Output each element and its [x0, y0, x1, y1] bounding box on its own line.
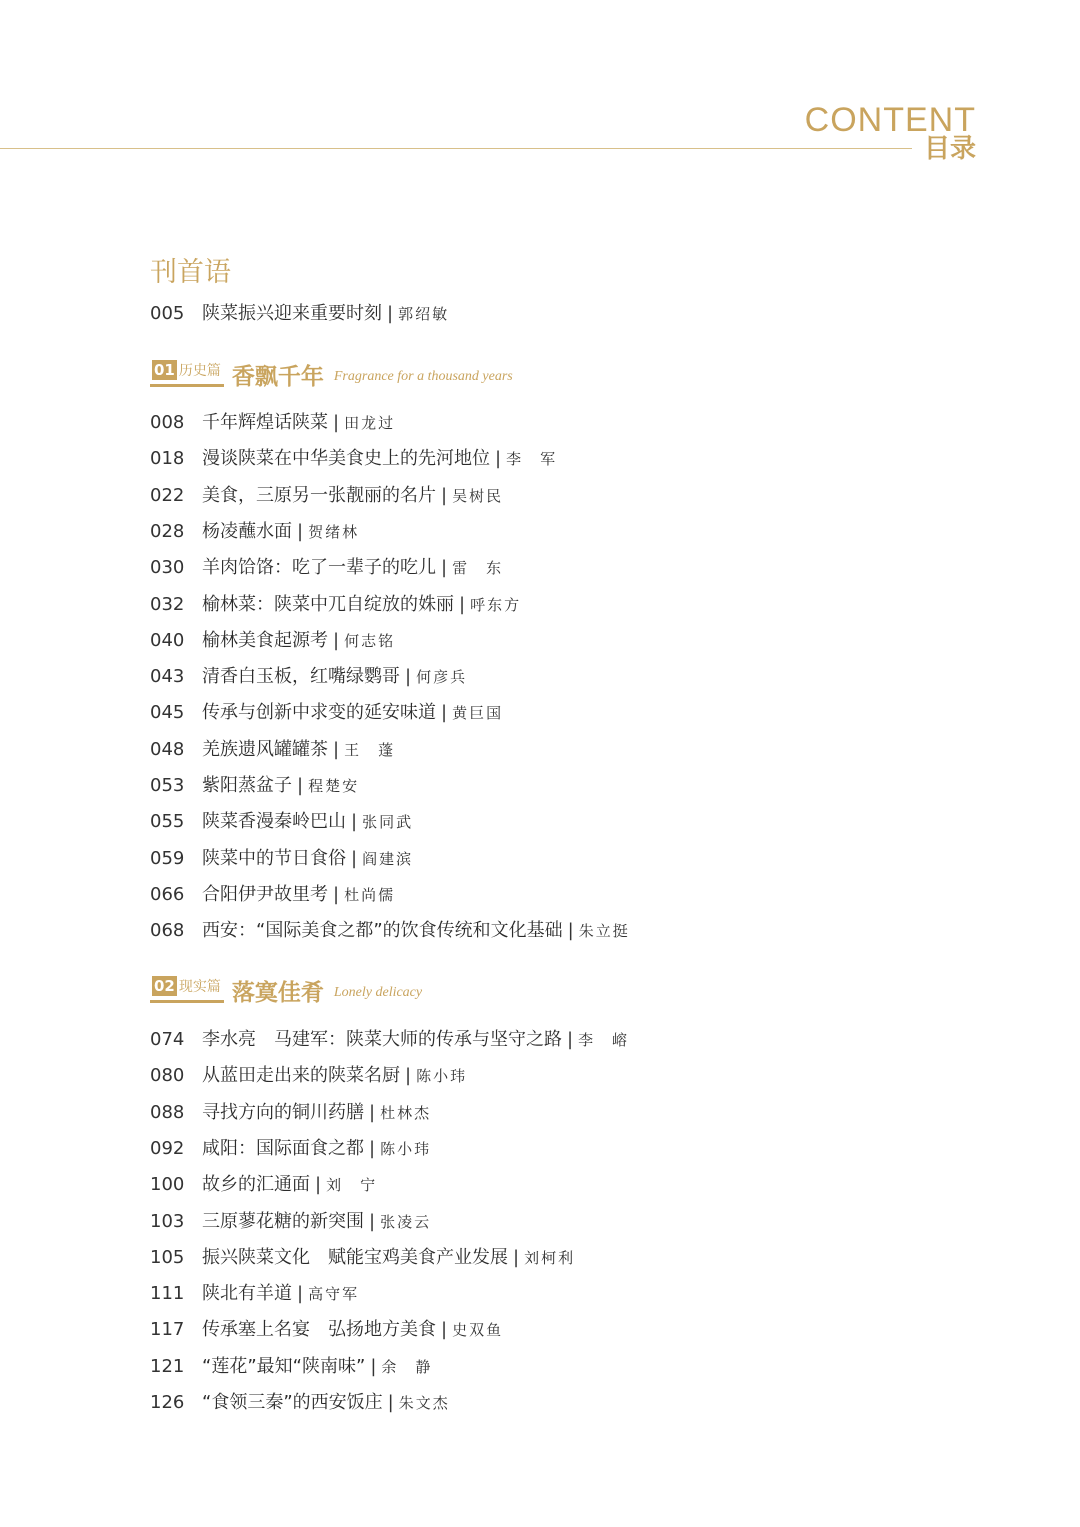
author-name: 吴树民 — [452, 487, 504, 505]
article-title: 从蓝田走出来的陕菜名厨 — [202, 1065, 400, 1086]
page-number: 121 — [150, 1356, 185, 1377]
author-name: 高守军 — [308, 1285, 360, 1303]
separator: | — [567, 920, 574, 941]
page-number: 088 — [150, 1102, 185, 1123]
author-name: 朱立挺 — [578, 922, 630, 940]
toc-entry[interactable] — [150, 627, 395, 655]
author-name: 陈小玮 — [380, 1140, 432, 1158]
separator: | — [351, 848, 358, 869]
author-name: 李 军 — [506, 450, 558, 468]
author-name: 呼东方 — [470, 596, 522, 614]
author-name: 雷 东 — [452, 559, 504, 577]
toc-entry[interactable] — [150, 845, 413, 873]
author-name: 刘 宁 — [326, 1176, 378, 1194]
author-name: 杜林杰 — [380, 1104, 432, 1122]
toc-entry[interactable] — [150, 1316, 503, 1344]
page-number: 030 — [150, 557, 185, 578]
separator: | — [495, 448, 502, 469]
page-number: 022 — [150, 485, 185, 506]
separator: | — [441, 485, 448, 506]
toc-entry[interactable] — [150, 1099, 431, 1127]
page-number: 111 — [150, 1283, 185, 1304]
toc-entry[interactable] — [150, 591, 521, 619]
article-title: 杨凌蘸水面 — [202, 521, 292, 542]
article-title: 陕北有羊道 — [202, 1283, 292, 1304]
article-title: 合阳伊尹故里考 — [202, 884, 328, 905]
separator: | — [441, 702, 448, 723]
page-number: 045 — [150, 702, 185, 723]
article-title: 漫谈陕菜在中华美食史上的先河地位 — [202, 448, 490, 469]
article-title: 榆林菜：陕菜中兀自绽放的姝丽 — [202, 594, 454, 615]
toc-entry[interactable] — [150, 1280, 359, 1308]
section-label: 现实篇 — [178, 979, 221, 995]
author-name: 杜尚儒 — [344, 886, 396, 904]
author-name: 贺绪林 — [308, 523, 360, 541]
article-title: 故乡的汇通面 — [202, 1174, 310, 1195]
separator: | — [369, 1102, 376, 1123]
header-title-cn: 目录 — [923, 134, 976, 164]
separator: | — [369, 1211, 376, 1232]
page-number: 080 — [150, 1065, 185, 1086]
page-number: 028 — [150, 521, 185, 542]
page-number: 005 — [150, 303, 185, 324]
toc-entry[interactable] — [150, 554, 503, 582]
article-title: 陕菜香漫秦岭巴山 — [202, 811, 346, 832]
article-title: 振兴陕菜文化 赋能宝鸡美食产业发展 — [202, 1247, 508, 1268]
page-number: 117 — [150, 1319, 185, 1340]
section-title-en: Fragrance for a thousand years — [333, 368, 513, 384]
page-number: 055 — [150, 811, 185, 832]
header-title-en: CONTENT — [804, 101, 976, 139]
author-name: 何志铭 — [344, 632, 396, 650]
page-number: 040 — [150, 630, 185, 651]
article-title: 寻找方向的铜川药膳 — [202, 1102, 364, 1123]
separator: | — [405, 666, 412, 687]
separator: | — [297, 521, 304, 542]
page-number: 066 — [150, 884, 185, 905]
article-title: 紫阳蒸盆子 — [202, 775, 292, 796]
separator: | — [333, 884, 340, 905]
article-title: 传承塞上名宴 弘扬地方美食 — [202, 1319, 436, 1340]
article-title: 清香白玉板，红嘴绿鹦哥 — [202, 666, 400, 687]
section-number: 01 — [154, 361, 175, 379]
author-name: 余 静 — [381, 1358, 433, 1376]
author-name: 程楚安 — [308, 777, 360, 795]
author-name: 田龙过 — [344, 414, 396, 432]
toc-entry[interactable] — [150, 1026, 629, 1054]
section-label: 历史篇 — [178, 363, 221, 379]
author-name: 刘柯利 — [524, 1249, 576, 1267]
author-name: 张同武 — [362, 813, 414, 831]
page-number: 103 — [150, 1211, 185, 1232]
preface-title: 刊首语 — [150, 257, 231, 288]
toc-entry[interactable] — [150, 482, 503, 510]
toc-entry[interactable] — [150, 808, 413, 836]
toc-entry[interactable] — [150, 663, 467, 691]
page-number: 043 — [150, 666, 185, 687]
page-number: 068 — [150, 920, 185, 941]
page-number: 100 — [150, 1174, 185, 1195]
author-name: 朱文杰 — [398, 1394, 450, 1412]
article-title: 李水亮 马建军：陕菜大师的传承与坚守之路 — [202, 1029, 562, 1050]
page-number: 105 — [150, 1247, 185, 1268]
header-rule — [0, 148, 912, 149]
article-title: 羊肉饸饹：吃了一辈子的吃儿 — [202, 557, 436, 578]
page-number: 092 — [150, 1138, 185, 1159]
toc-entry[interactable] — [150, 699, 503, 727]
section-header — [150, 358, 513, 390]
article-title: 陕菜中的节日食俗 — [202, 848, 346, 869]
article-title: 三原蓼花糖的新突围 — [202, 1211, 364, 1232]
author-name: 阎建滨 — [362, 850, 414, 868]
separator: | — [441, 557, 448, 578]
author-name: 何彦兵 — [416, 668, 468, 686]
toc-entry[interactable] — [150, 518, 359, 546]
page-number: 074 — [150, 1029, 185, 1050]
toc-entry[interactable] — [150, 1208, 431, 1236]
separator: | — [441, 1319, 448, 1340]
article-title: 陕菜振兴迎来重要时刻 — [202, 303, 382, 324]
separator: | — [405, 1065, 412, 1086]
section-title-cn: 落寞佳肴 — [231, 980, 324, 1006]
toc-entry[interactable] — [150, 917, 630, 945]
separator: | — [297, 1283, 304, 1304]
separator: | — [459, 594, 466, 615]
section-number: 02 — [154, 977, 175, 995]
separator: | — [387, 303, 394, 324]
toc-entry[interactable] — [150, 736, 395, 764]
article-title: 千年辉煌话陕菜 — [202, 412, 328, 433]
article-title: 美食，三原另一张靓丽的名片 — [202, 485, 436, 506]
toc-entry[interactable] — [150, 1244, 575, 1272]
separator: | — [370, 1356, 377, 1377]
separator: | — [567, 1029, 574, 1050]
author-name: 陈小玮 — [416, 1067, 468, 1085]
toc-entry[interactable] — [150, 1062, 467, 1090]
article-title: 西安：“国际美食之都”的饮食传统和文化基础 — [202, 920, 563, 941]
page-number: 048 — [150, 739, 185, 760]
toc-entry[interactable] — [150, 1389, 450, 1417]
toc-entry[interactable] — [150, 300, 449, 328]
article-title: 咸阳：国际面食之都 — [202, 1138, 364, 1159]
separator: | — [333, 630, 340, 651]
page-number: 032 — [150, 594, 185, 615]
separator: | — [513, 1247, 520, 1268]
separator: | — [315, 1174, 322, 1195]
toc-entry[interactable] — [150, 1135, 431, 1163]
toc-entry[interactable] — [150, 1171, 377, 1199]
separator: | — [369, 1138, 376, 1159]
toc-entry[interactable] — [150, 409, 395, 437]
article-title: 传承与创新中求变的延安味道 — [202, 702, 436, 723]
separator: | — [351, 811, 358, 832]
page-number: 126 — [150, 1392, 185, 1413]
separator: | — [333, 412, 340, 433]
article-title: “莲花”最知“陕南味” — [202, 1356, 366, 1377]
section-title-cn: 香飘千年 — [231, 364, 324, 390]
toc-entry[interactable] — [150, 772, 359, 800]
separator: | — [297, 775, 304, 796]
author-name: 张凌云 — [380, 1213, 432, 1231]
separator: | — [333, 739, 340, 760]
section-title-en: Lonely delicacy — [333, 984, 423, 1000]
article-title: 羌族遗风罐罐茶 — [202, 739, 328, 760]
author-name: 郭绍敏 — [398, 305, 450, 323]
section-badge — [150, 360, 224, 387]
section-header — [150, 974, 422, 1006]
toc-entry[interactable] — [150, 445, 557, 473]
toc-entry[interactable] — [150, 1353, 432, 1381]
page-number: 059 — [150, 848, 185, 869]
section-badge — [150, 976, 224, 1003]
author-name: 黄巨国 — [452, 704, 504, 722]
author-name: 李 嵱 — [578, 1031, 630, 1049]
page-number: 053 — [150, 775, 185, 796]
article-title: “食领三秦”的西安饭庄 — [202, 1392, 383, 1413]
page-number: 008 — [150, 412, 185, 433]
page-number: 018 — [150, 448, 185, 469]
toc-entry[interactable] — [150, 881, 395, 909]
author-name: 史双鱼 — [452, 1321, 504, 1339]
separator: | — [387, 1392, 394, 1413]
author-name: 王 蓬 — [344, 741, 396, 759]
article-title: 榆林美食起源考 — [202, 630, 328, 651]
